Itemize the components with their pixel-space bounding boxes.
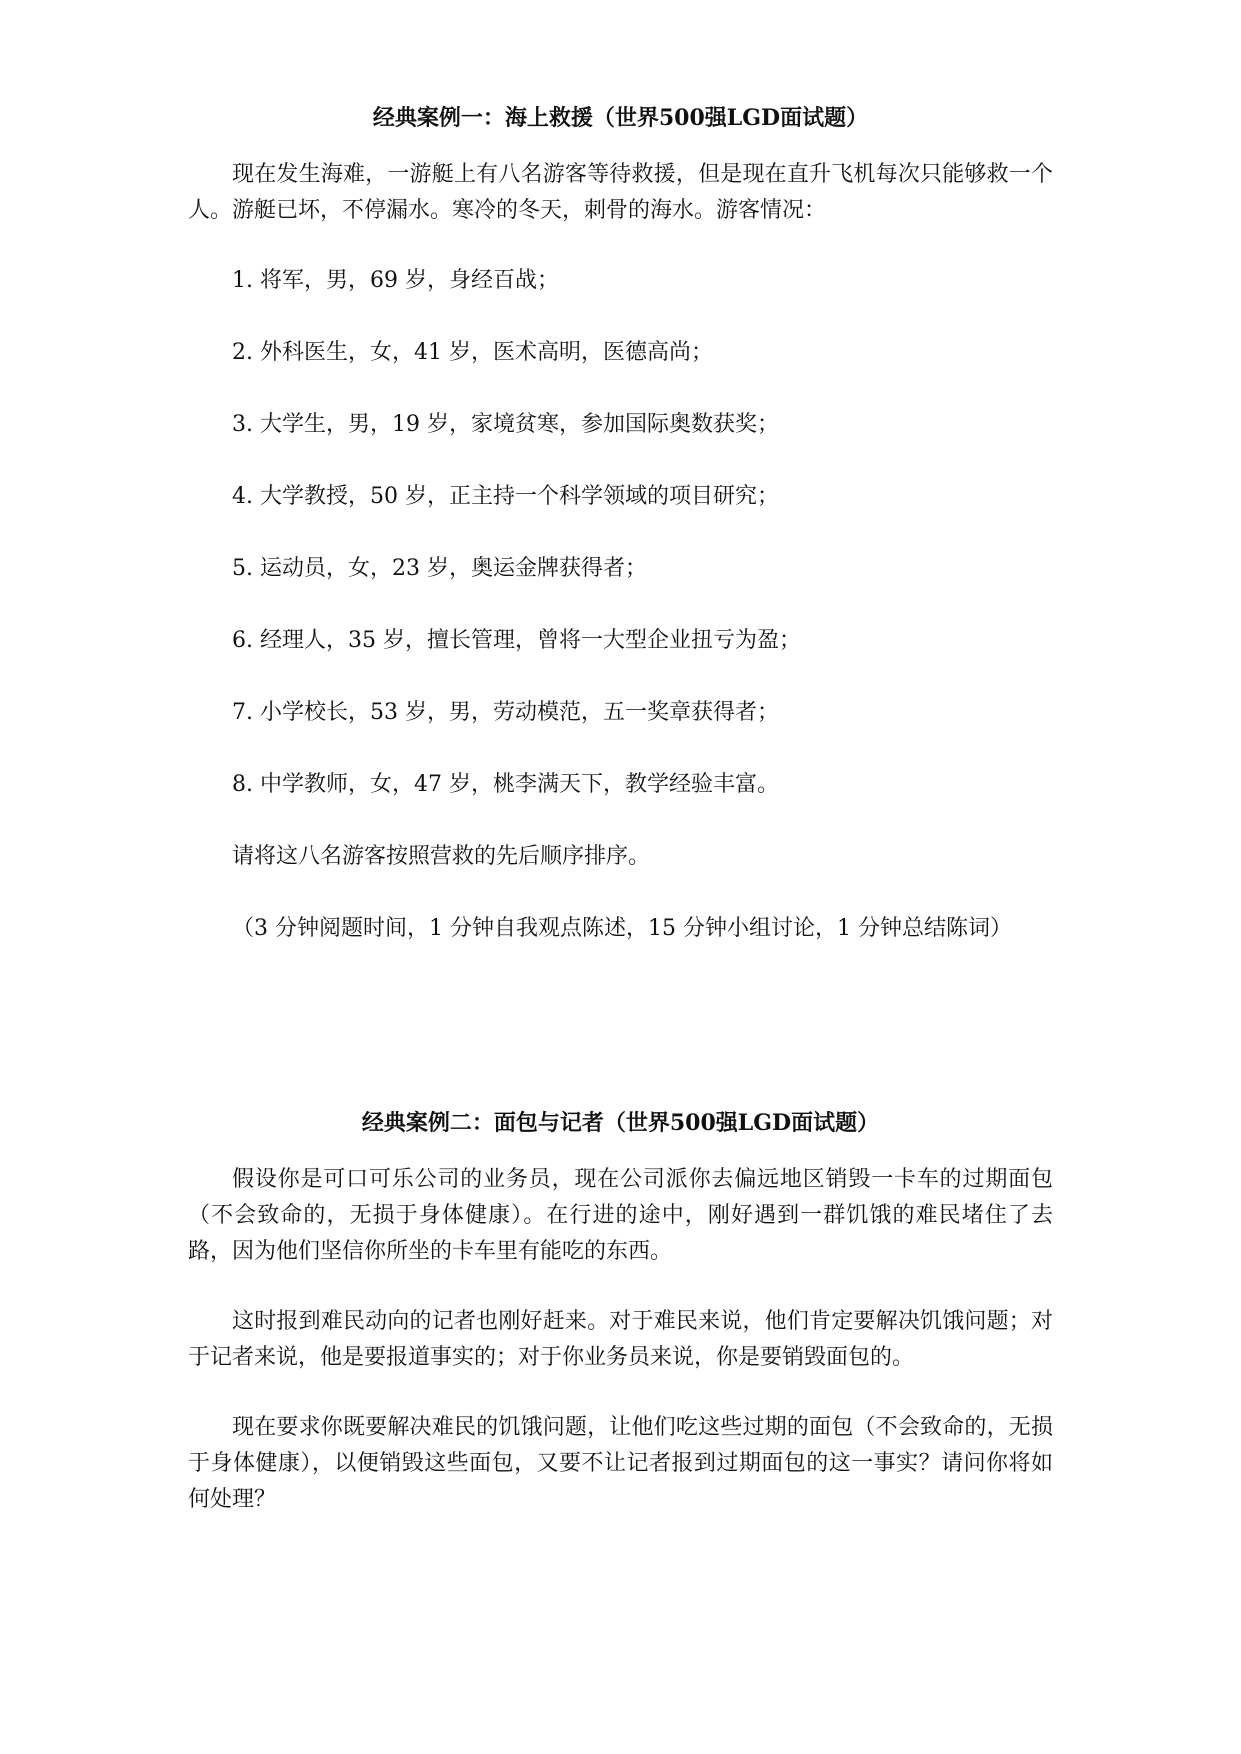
case1-item-8: 8. 中学教师，女，47 岁，桃李满天下，教学经验丰富。 <box>232 772 779 797</box>
case1-instruction: 请将这八名游客按照营救的先后顺序排序。 <box>232 844 651 869</box>
case1-item-1: 1. 将军，男，69 岁，身经百战； <box>232 268 559 293</box>
case2-paragraph-3: 现在要求你既要解决难民的饥饿问题，让他们吃这些过期的面包（不会致命的，无损于身体健康），以便销毁这些面包，又要不让记者报到过期面包的这一事实？请问你将如何处理？ <box>188 1415 1053 1512</box>
case1-item-5: 5. 运动员，女，23 岁，奥运金牌获得者； <box>232 556 647 581</box>
case1-intro: 现在发生海难，一游艇上有八名游客等待救援，但是现在直升飞机每次只能够救一个人。游艇已坏，不停漏水。寒冷的冬天，刺骨的海水。游客情况： <box>188 162 1053 223</box>
case2-section <box>188 1106 1053 1552</box>
case1-item-6: 6. 经理人，35 岁，擅长管理，曾将一大型企业扭亏为盈； <box>232 628 801 653</box>
case1-item-3: 3. 大学生，男，19 岁，家境贫寒，参加国际奥数获奖； <box>232 412 779 437</box>
case2-title: 经典案例二：面包与记者（世界500强LGD面试题） <box>361 1110 880 1136</box>
case1-item-4: 4. 大学教授，50 岁，正主持一个科学领域的项目研究； <box>232 484 779 509</box>
case1-section <box>188 101 1053 947</box>
case2-paragraph-2: 这时报到难民动向的记者也刚好赶来。对于难民来说，他们肯定要解决饥饿问题；对于记者来说，他是要报道事实的；对于你业务员来说，你是要销毁面包的。 <box>188 1309 1053 1370</box>
case1-note: （3 分钟阅题时间，1 分钟自我观点陈述，15 分钟小组讨论，1 分钟总结陈词） <box>232 916 1012 941</box>
case1-item-7: 7. 小学校长，53 岁，男，劳动模范，五一奖章获得者； <box>232 700 779 725</box>
case1-title: 经典案例一：海上救援（世界500强LGD面试题） <box>372 105 869 131</box>
case2-paragraph-1: 假设你是可口可乐公司的业务员，现在公司派你去偏远地区销毁一卡车的过期面包（不会致命的，无损于身体健康）。在行进的途中，刚好遇到一群饥饿的难民堵住了去路，因为他们坚信你所坐的卡车里有能吃的东西。 <box>188 1167 1053 1264</box>
case1-item-2: 2. 外科医生，女，41 岁，医术高明，医德高尚； <box>232 340 713 365</box>
